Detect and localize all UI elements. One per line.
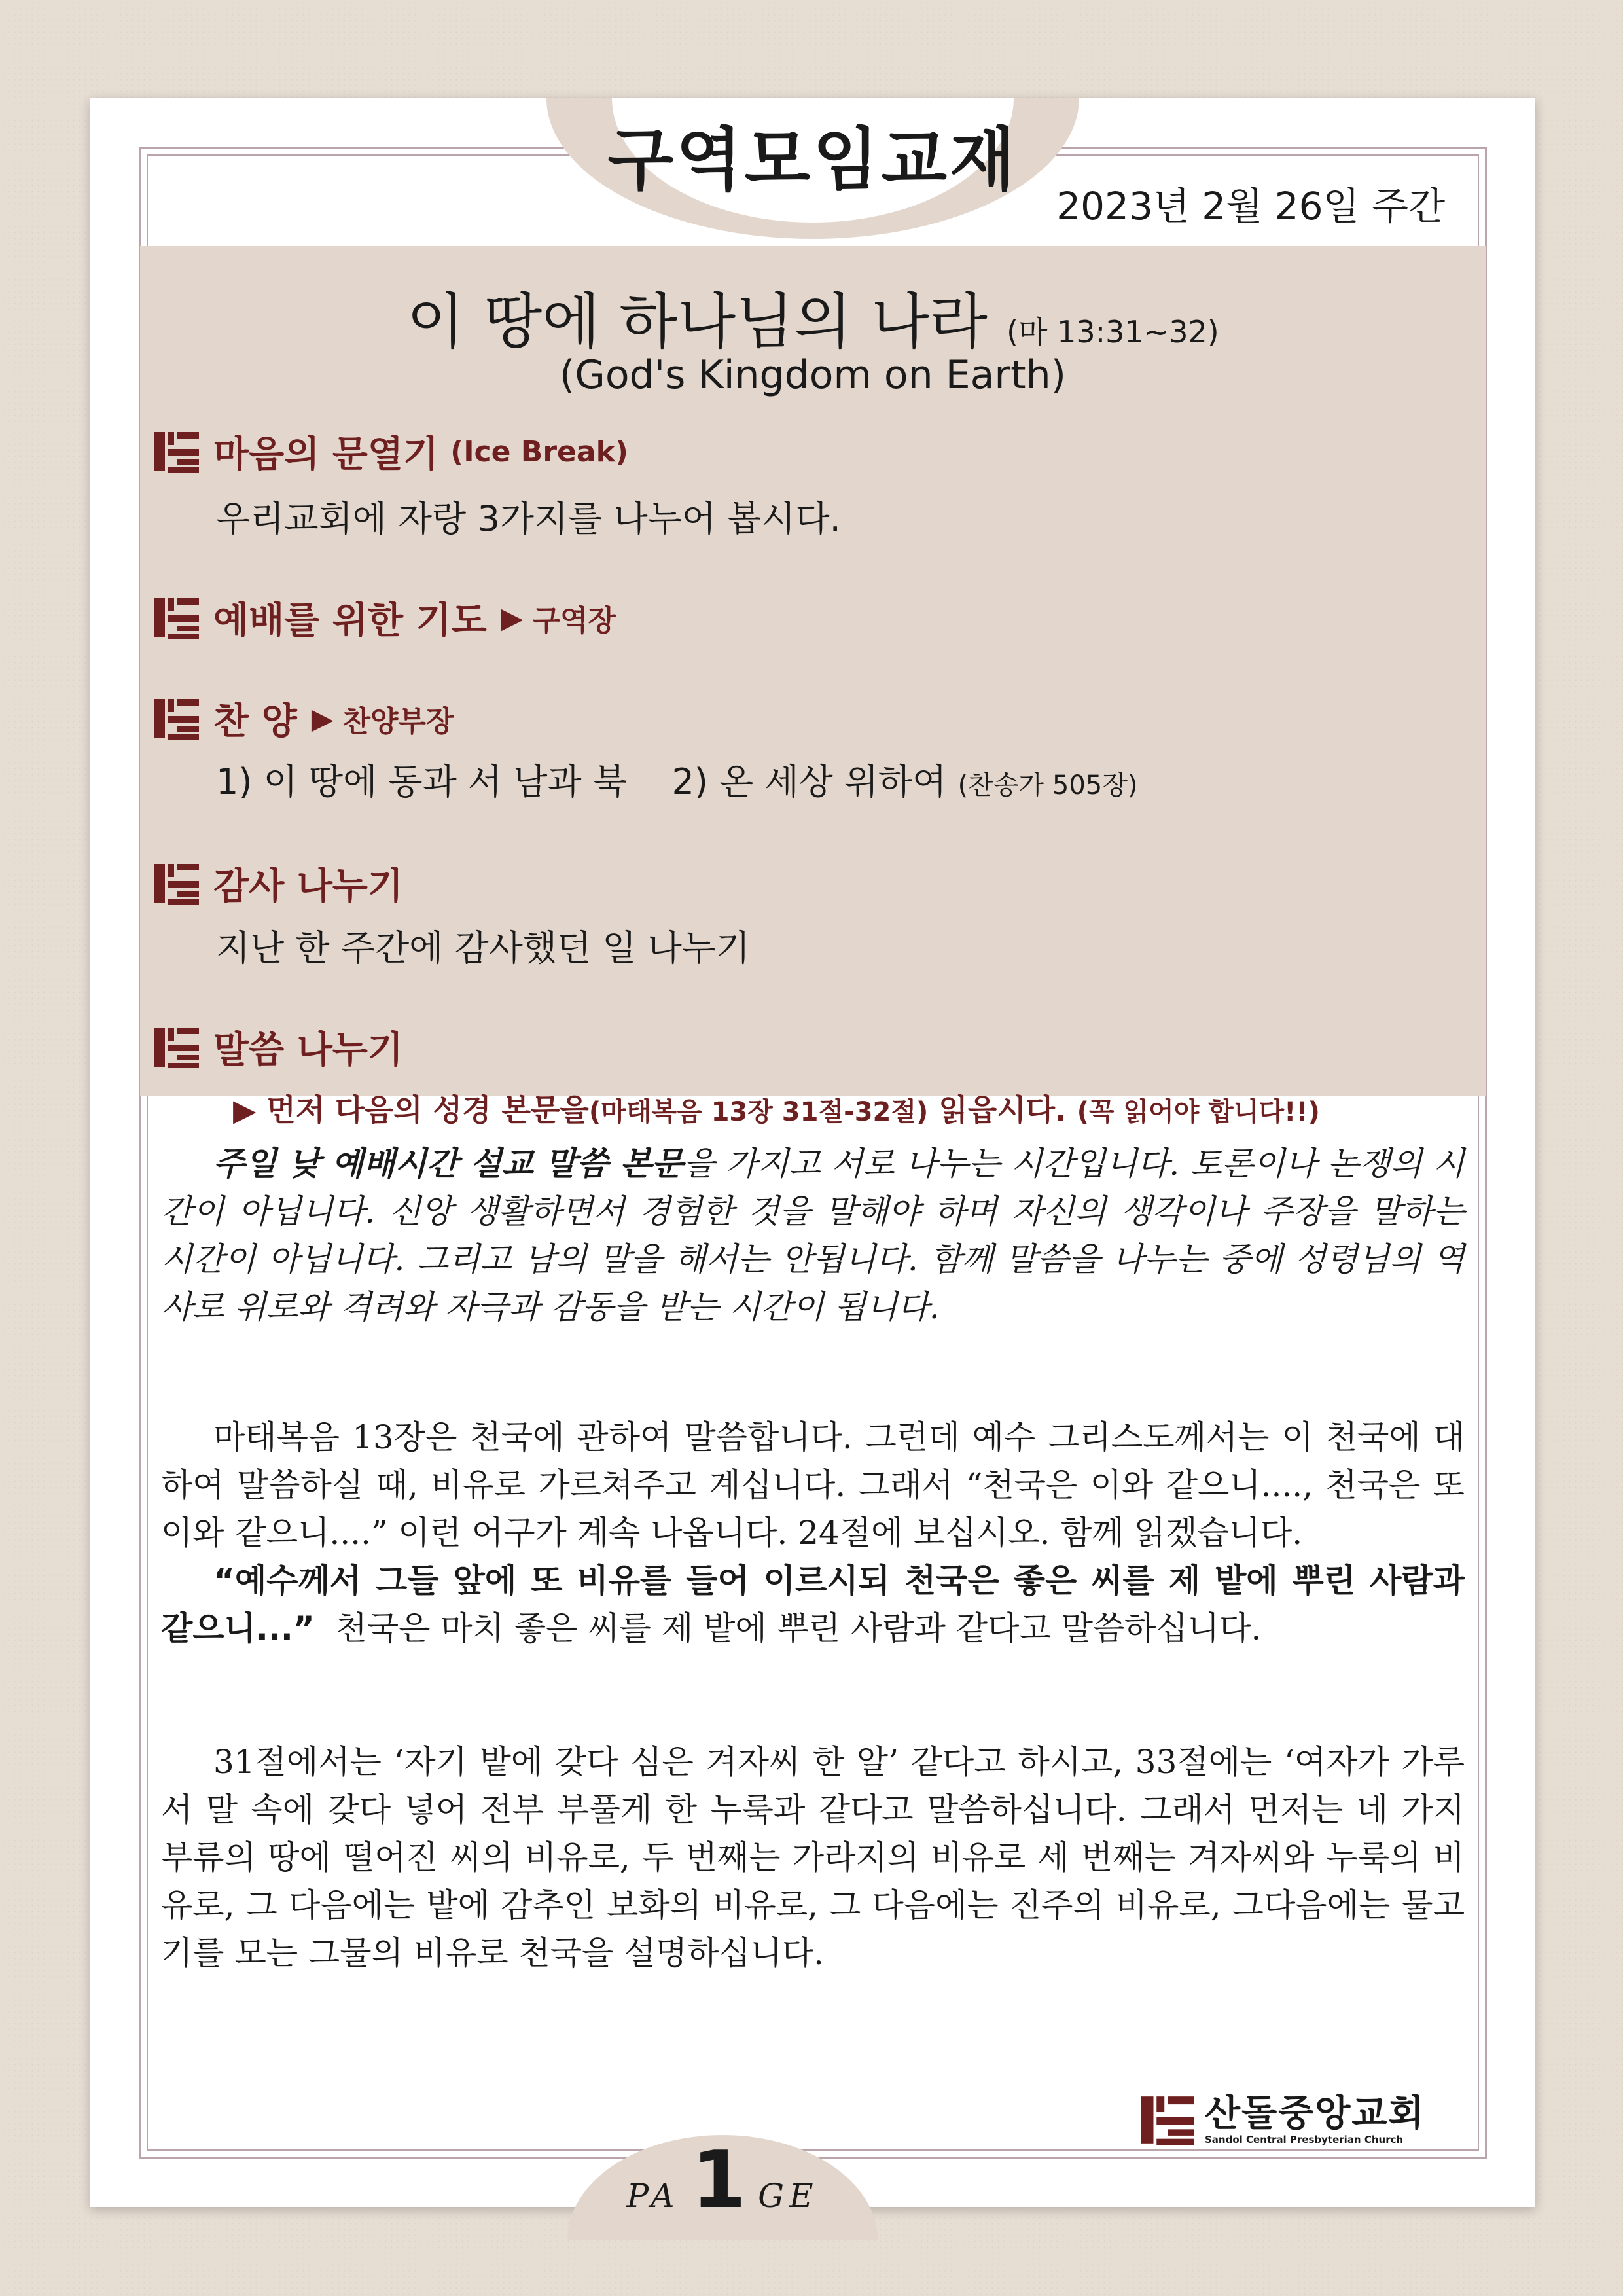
- section-praise-body-row: [216, 754, 1137, 804]
- section-thanks-title: 감사 나누기: [213, 865, 403, 908]
- play-arrow-icon: ▶: [501, 601, 524, 635]
- intro-bold-text: 주일 낮 예배시간 설교 말씀 본문: [213, 1145, 683, 1183]
- page-number-value: 1: [691, 2135, 747, 2226]
- section-ice-break-title: 마음의 문열기: [213, 433, 439, 476]
- section-praise-songs: 1) 이 땅에 동과 서 남과 북 2) 온 세상 위하여: [216, 761, 947, 802]
- header-title: 구역모임교재: [607, 120, 1018, 200]
- paragraph-1-text: 마태복음 13장은 천국에 관하여 말씀합니다. 그런데 예수 그리스도께서는 이 천국에 대하여 말씀하실 때, 비유로 가르쳐주고 계십니다. 그래서 “천국은 이와 같으니...., 천국은 또 이와 같으니....” 이런 어구가 계속 나옵니다. 24절에 보십시오. 함께 읽겠습니다.: [161, 1418, 1465, 1552]
- section-word-title: 말씀 나누기: [213, 1029, 403, 1071]
- section-ice-break-body: 우리교회에 자랑 3가지를 나누어 봅시다.: [216, 498, 841, 539]
- body-paragraph-1: [161, 1414, 1465, 1653]
- section-praise-leader: 찬양부장: [342, 705, 454, 738]
- instruction-text-a: 먼저 다음의 성경 본문을: [266, 1092, 589, 1128]
- section-marker-icon: [153, 861, 200, 906]
- reading-instruction: [233, 1086, 1320, 1130]
- page-card: [90, 98, 1535, 2207]
- section-thanks-body: 지난 한 주간에 감사했던 일 나누기: [216, 927, 751, 969]
- church-logo-text: [1205, 2094, 1425, 2145]
- section-marker-icon: [153, 1025, 200, 1069]
- body-paragraph-2: [161, 1738, 1465, 1977]
- page-prefix: PA: [626, 2177, 680, 2215]
- section-thanks-heading: [153, 857, 403, 910]
- section-praise-hymn: (찬송가 505장): [957, 770, 1138, 800]
- intro-text: 을 가지고 서로 나누는 시간입니다. 토론이나 논쟁의 시간이 아닙니다. 신앙 생활하면서 경험한 것을 말해야 하며 자신의 생각이나 주장을 말하는 시간이 아닙니다. 그리고 남의 말을 해서는 안됩니다. 함께 말씀을 나누는 중에 성령님의 역사로 위로와 격려와 자극과 감동을 받는 시간이 됩니다.: [161, 1145, 1465, 1326]
- section-prayer-title: 예배를 위한 기도: [213, 600, 487, 642]
- section-praise-title: 찬 양: [213, 700, 297, 743]
- play-arrow-icon: ▶: [233, 1092, 257, 1128]
- church-english-name: Sandol Central Presbyterian Church: [1205, 2134, 1404, 2145]
- lesson-title: 이 땅에 하나님의 나라: [406, 287, 988, 357]
- lesson-reference: (마 13:31~32): [1007, 314, 1219, 350]
- header-date: 2023년 2월 26일 주간: [1056, 184, 1445, 228]
- lesson-title-row: [90, 274, 1535, 360]
- instruction-text-c: 읽읍시다.: [938, 1092, 1067, 1128]
- church-logo: [1139, 2093, 1425, 2147]
- section-marker-icon: [153, 429, 200, 474]
- quote-explanation: 천국은 마치 좋은 씨를 제 밭에 뿌린 사람과 같다고 말씀하십니다.: [335, 1609, 1262, 1647]
- instruction-note: (꼭 읽어야 합니다!!): [1077, 1097, 1320, 1127]
- church-name: 산돌중앙교회: [1205, 2092, 1425, 2135]
- church-logo-icon: [1139, 2093, 1196, 2147]
- section-ice-break-heading: [153, 425, 628, 478]
- lesson-subtitle: (God's Kingdom on Earth): [559, 352, 1067, 398]
- section-marker-icon: [153, 696, 200, 741]
- page-number: [567, 2135, 878, 2226]
- section-praise-heading: [153, 692, 454, 745]
- intro-paragraph: [161, 1140, 1465, 1331]
- scripture-quote: “예수께서 그들 앞에 또 비유를 들어 이르시되 천국은 좋은 씨를 제 밭에 뿌린 사람과 같으니...”: [161, 1562, 1465, 1647]
- section-prayer-heading: [153, 592, 616, 644]
- instruction-passage: (마태복음 13장 31절-32절): [588, 1097, 929, 1127]
- section-marker-icon: [153, 596, 200, 640]
- section-ice-break-paren: (Ice Break): [450, 435, 628, 469]
- paragraph-2-text: 31절에서는 ‘자기 밭에 갖다 심은 겨자씨 한 알’ 같다고 하시고, 33절에는 ‘여자가 가루 서 말 속에 갖다 넣어 전부 부풀게 한 누룩과 같다고 말씀하십니다. 그래서 먼저는 네 가지 부류의 땅에 떨어진 씨의 비유로, 두 번째는 가라지의 비유로 세 번째는 겨자씨와 누룩의 비유로, 그 다음에는 밭에 감추인 보화의 비유로, 그 다음에는 진주의 비유로, 그다음에는 물고기를 모는 그물의 비유로 천국을 설명하십니다.: [161, 1743, 1465, 1972]
- section-word-heading: [153, 1021, 403, 1073]
- section-prayer-leader: 구역장: [532, 604, 616, 637]
- page-suffix: GE: [758, 2177, 819, 2215]
- play-arrow-icon: ▶: [311, 702, 334, 736]
